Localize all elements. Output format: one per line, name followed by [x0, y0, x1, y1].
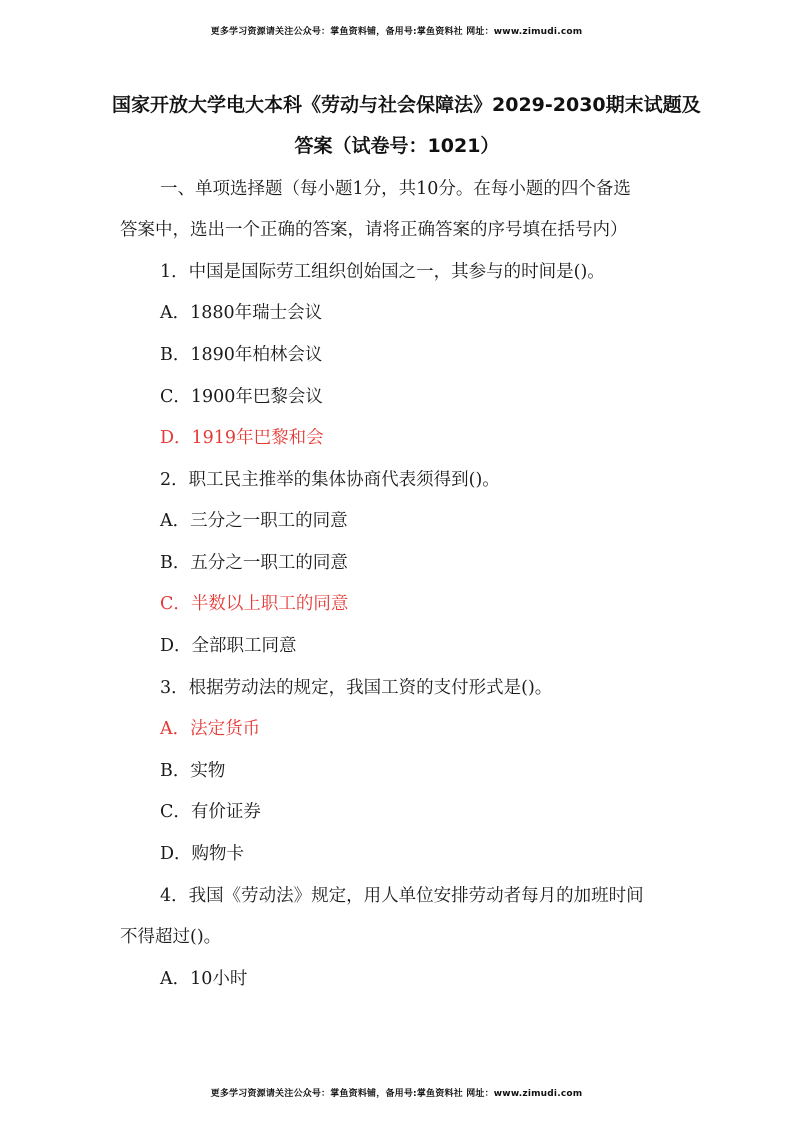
document-title-line-1: 国家开放大学电大本科《劳动与社会保障法》2029-2030期末试题及 [112, 94, 701, 116]
question-1-stem: 1．中国是国际劳工组织创始国之一，其参与的时间是()。 [160, 262, 605, 282]
question-2-option-c-answer: C．半数以上职工的同意 [160, 594, 349, 614]
document-title-line-2: 答案（试卷号：1021） [294, 135, 500, 157]
question-1-option-b: B．1890年柏林会议 [160, 345, 323, 365]
question-1-option-a: A．1880年瑞士会议 [160, 303, 323, 323]
header-note: 更多学习资源请关注公众号：掌鱼资料铺，备用号:掌鱼资料社 网址：www.zimudi.com [210, 27, 583, 37]
question-3-option-b: B．实物 [160, 761, 226, 781]
question-3-option-d: D．购物卡 [160, 844, 245, 864]
question-1-option-d-answer: D．1919年巴黎和会 [160, 428, 324, 448]
section-instruction-line-1: 一、单项选择题（每小题1分，共10分。在每小题的四个备选 [160, 179, 631, 199]
question-4-option-a: A．10小时 [160, 969, 248, 989]
question-2-option-b: B．五分之一职工的同意 [160, 553, 348, 573]
question-2-stem: 2．职工民主推举的集体协商代表须得到()。 [160, 470, 500, 490]
question-2-option-a: A．三分之一职工的同意 [160, 511, 348, 531]
footer-note: 更多学习资源请关注公众号：掌鱼资料铺，备用号:掌鱼资料社 网址：www.zimudi.com [210, 1089, 583, 1099]
question-3-option-a-answer: A．法定货币 [160, 719, 261, 739]
question-4-stem-line-1: 4．我国《劳动法》规定，用人单位安排劳动者每月的加班时间 [160, 886, 644, 906]
question-1-option-c: C．1900年巴黎会议 [160, 387, 323, 407]
question-4-stem-line-2: 不得超过()。 [120, 927, 222, 947]
section-instruction-line-2: 答案中，选出一个正确的答案，请将正确答案的序号填在括号内） [120, 220, 628, 240]
question-3-option-c: C．有价证券 [160, 802, 261, 822]
question-2-option-d: D．全部职工同意 [160, 636, 297, 656]
question-3-stem: 3．根据劳动法的规定，我国工资的支付形式是()。 [160, 678, 553, 698]
